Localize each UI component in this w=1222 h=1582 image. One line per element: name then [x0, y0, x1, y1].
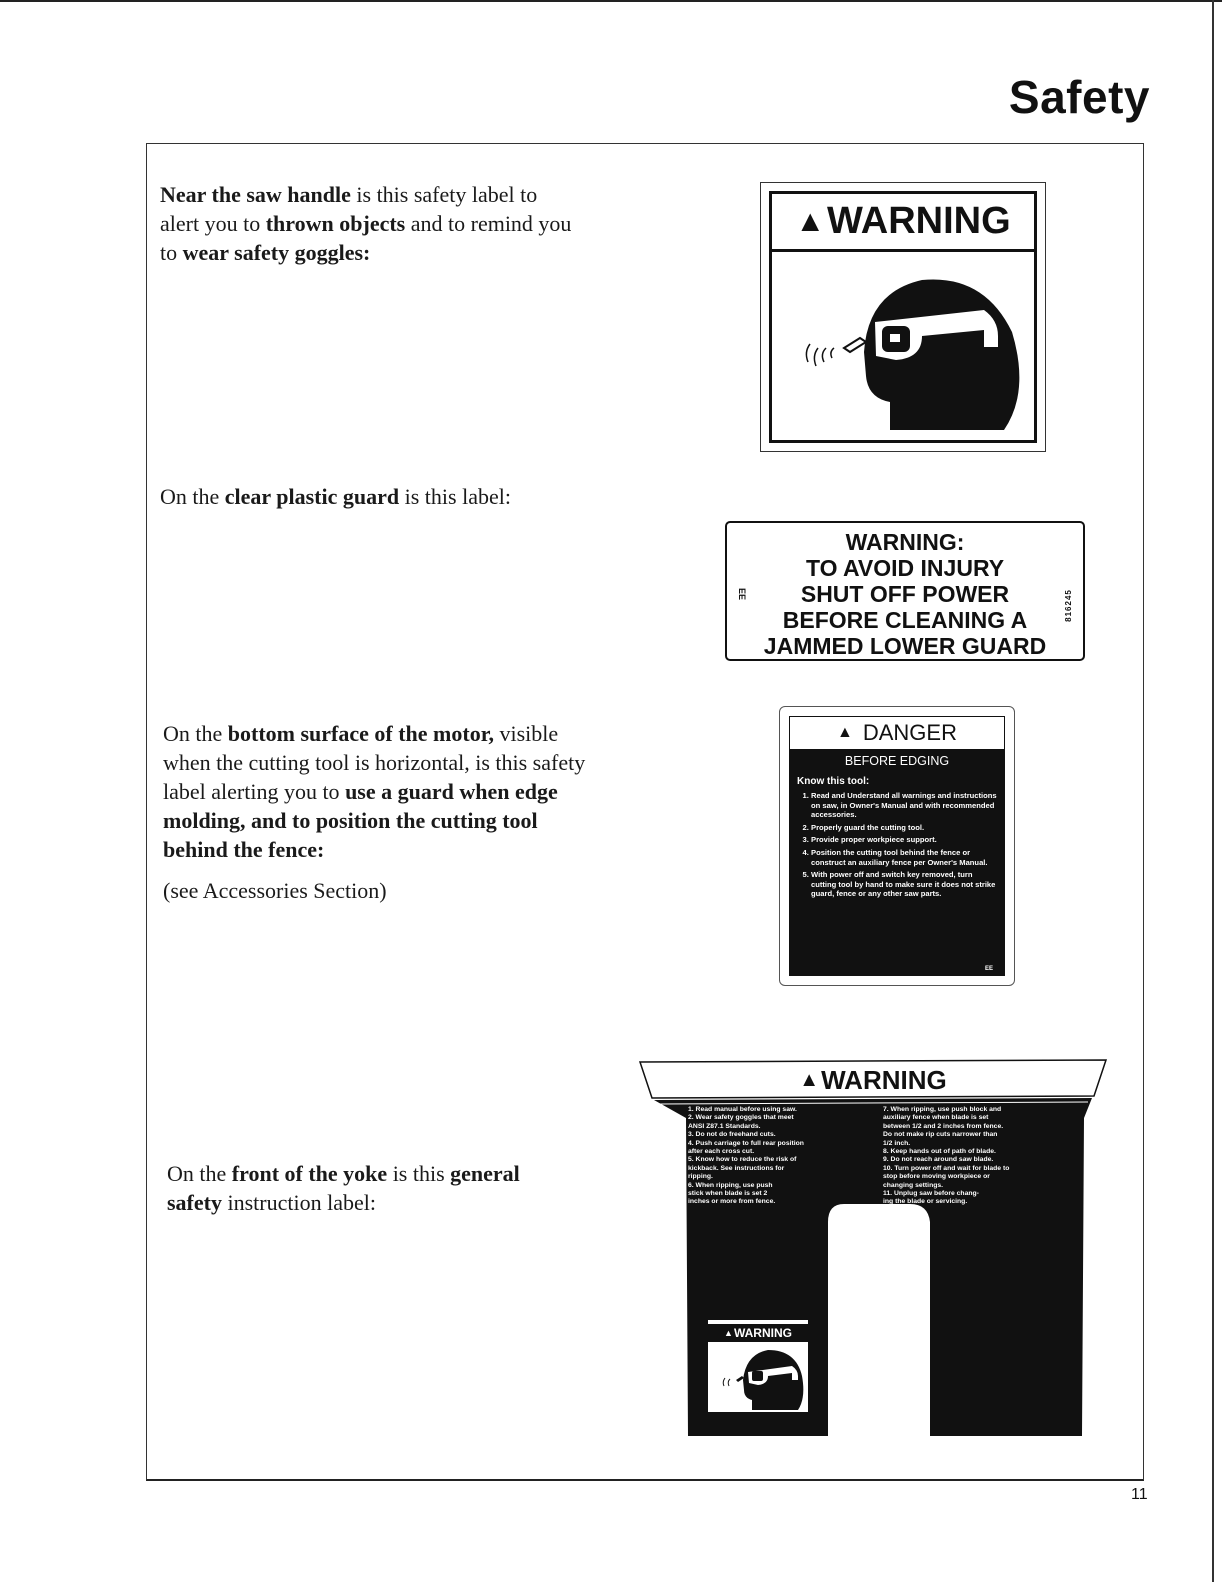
- yoke-left-line-5: 4. Push carriage to full rear position: [688, 1139, 804, 1147]
- guard-label-lines: [727, 529, 1083, 659]
- guard-label-line-2: TO AVOID INJURY: [805, 555, 1005, 581]
- guard-label-code-right: 816245: [1064, 589, 1074, 622]
- mini-warning-triangle-icon: ▲: [724, 1328, 733, 1338]
- saw-handle-bold-3: wear safety goggles:: [182, 240, 371, 265]
- saw-handle-text-2: and to remind you to: [160, 211, 572, 265]
- yoke-bold-2: general safety: [167, 1161, 520, 1215]
- yoke-right-line-3: between 1/2 and 2 inches from fence.: [883, 1122, 1004, 1130]
- yoke-label-left-list: [688, 1106, 828, 1207]
- yoke-right-line-7: 9. Do not reach around saw blade.: [883, 1156, 994, 1164]
- yoke-left-line-1: 1. Read manual before using saw.: [688, 1106, 797, 1113]
- plastic-guard-text-2: is this label:: [399, 484, 511, 509]
- yoke-right-line-2: auxiliary fence when blade is set: [883, 1114, 989, 1122]
- saw-handle-bold-2: thrown objects: [265, 211, 406, 236]
- goggles-label-frame: [769, 191, 1037, 443]
- saw-handle-text-1: is this safety label to alert you to: [160, 182, 538, 236]
- warning-triangle-icon: ▲: [795, 204, 826, 238]
- yoke-right-line-11: 11. Unplug saw before chang-: [883, 1190, 979, 1198]
- guard-label-code-left: EE: [737, 587, 748, 601]
- yoke-left-line-10: 6. When ripping, use push: [688, 1181, 773, 1189]
- mini-warning-header: [708, 1324, 808, 1342]
- yoke-left-line-7: 5. Know how to reduce the risk of: [688, 1156, 797, 1164]
- danger-label-list: [789, 791, 1005, 899]
- goggles-label-header: [772, 194, 1034, 252]
- yoke-mini-warning-decal: [706, 1318, 810, 1414]
- goggles-head-icon: [772, 252, 1034, 442]
- yoke-right-line-5: 1/2 inch.: [883, 1139, 911, 1147]
- danger-item-5: 5. With power off and switch key removed, turn cutting tool by hand to make sure it does not strike guard, fence or any other saw parts.: [811, 870, 999, 899]
- yoke-left-line-9: ripping.: [688, 1173, 713, 1181]
- danger-item-4: 4. Position the cutting tool behind the fence or construct an auxiliary fence per Owner's Manual.: [811, 848, 999, 867]
- danger-label-subheader: BEFORE EDGING: [844, 754, 950, 768]
- yoke-right-line-10: changing settings.: [883, 1181, 944, 1189]
- yoke-text: [167, 1159, 567, 1217]
- saw-handle-bold-1: Near the saw handle: [160, 182, 351, 207]
- top-rule: [0, 0, 1222, 2]
- saw-handle-text: [160, 180, 580, 267]
- motor-bold-2: use a guard when edge molding, and to position the cutting tool behind the fence:: [163, 779, 558, 862]
- danger-label: [779, 706, 1015, 986]
- motor-text-1: On the: [163, 721, 228, 746]
- right-rule: [1212, 0, 1214, 1582]
- danger-label-code: EE: [984, 966, 993, 972]
- guard-label-line-1: WARNING:: [845, 529, 965, 555]
- mini-goggles-head-icon: [708, 1342, 808, 1412]
- danger-label-header-text: DANGER: [862, 720, 957, 745]
- yoke-right-line-12: ing the blade or servicing.: [883, 1198, 968, 1206]
- yoke-right-line-1: 7. When ripping, use push block and: [883, 1106, 1002, 1113]
- goggles-label-header-text: WARNING: [827, 200, 1011, 242]
- yoke-left-line-4: 3. Do not do freehand cuts.: [688, 1131, 776, 1139]
- guard-label-line-4: BEFORE CLEANING A: [782, 607, 1028, 633]
- yoke-left-line-6: after each cross cut.: [688, 1148, 755, 1156]
- danger-label-body: [789, 750, 1005, 976]
- yoke-right-line-4: Do not make rip cuts narrower than: [883, 1131, 998, 1139]
- yoke-left-line-8: kickback. See instructions for: [688, 1164, 785, 1172]
- mini-warning-header-text: WARNING: [733, 1326, 792, 1340]
- guard-warning-label: [725, 521, 1085, 661]
- guard-label-line-3: SHUT OFF POWER: [800, 581, 1010, 607]
- danger-triangle-icon: ▲: [837, 724, 853, 741]
- plastic-guard-text: [160, 482, 620, 511]
- yoke-right-line-6: 8. Keep hands out of path of blade.: [883, 1148, 996, 1156]
- danger-item-2: 2. Properly guard the cutting tool.: [811, 823, 999, 833]
- yoke-text-2: is this: [387, 1161, 451, 1186]
- danger-item-1: 1. Read and Understand all warnings and instructions on saw, in Owner's Manual and with recommended accessories.: [811, 791, 999, 820]
- yoke-text-3: instruction label:: [221, 1190, 376, 1215]
- guard-label-line-5: JAMMED LOWER GUARD: [763, 633, 1047, 659]
- yoke-label-right-list: [883, 1106, 1058, 1207]
- plastic-guard-bold-1: clear plastic guard: [224, 484, 400, 509]
- plastic-guard-text-1: On the: [160, 484, 225, 509]
- yoke-label-header-text: WARNING: [821, 1065, 947, 1095]
- danger-label-intro: Know this tool:: [797, 776, 870, 787]
- accessories-note: (see Accessories Section): [163, 878, 387, 903]
- yoke-left-line-3: ANSI Z87.1 Standards.: [688, 1122, 761, 1130]
- goggles-warning-label: [760, 182, 1046, 452]
- danger-label-header: [789, 716, 1005, 750]
- yoke-left-line-11: stick when blade is set 2: [688, 1190, 768, 1198]
- yoke-text-1: On the: [167, 1161, 232, 1186]
- motor-text-2: visible when the cutting tool is horizontal, is this safety label alerting you to: [163, 721, 586, 804]
- yoke-right-line-9: stop before moving workpiece or: [883, 1173, 990, 1181]
- yoke-right-line-8: 10. Turn power off and wait for blade to: [883, 1164, 1010, 1172]
- yoke-label-header: [678, 1065, 1068, 1096]
- page-title: Safety: [1008, 71, 1150, 123]
- yoke-left-line-12: inches or more from fence.: [688, 1198, 776, 1206]
- motor-text: [163, 719, 593, 864]
- yoke-warning-triangle-icon: ▲: [799, 1069, 820, 1091]
- yoke-left-line-2: 2. Wear safety goggles that meet: [688, 1114, 794, 1122]
- page-number: 11: [1131, 1486, 1148, 1503]
- motor-bold-1: bottom surface of the motor,: [227, 721, 494, 746]
- yoke-bold-1: front of the yoke: [231, 1161, 388, 1186]
- danger-item-3: 3. Provide proper workpiece support.: [811, 835, 999, 845]
